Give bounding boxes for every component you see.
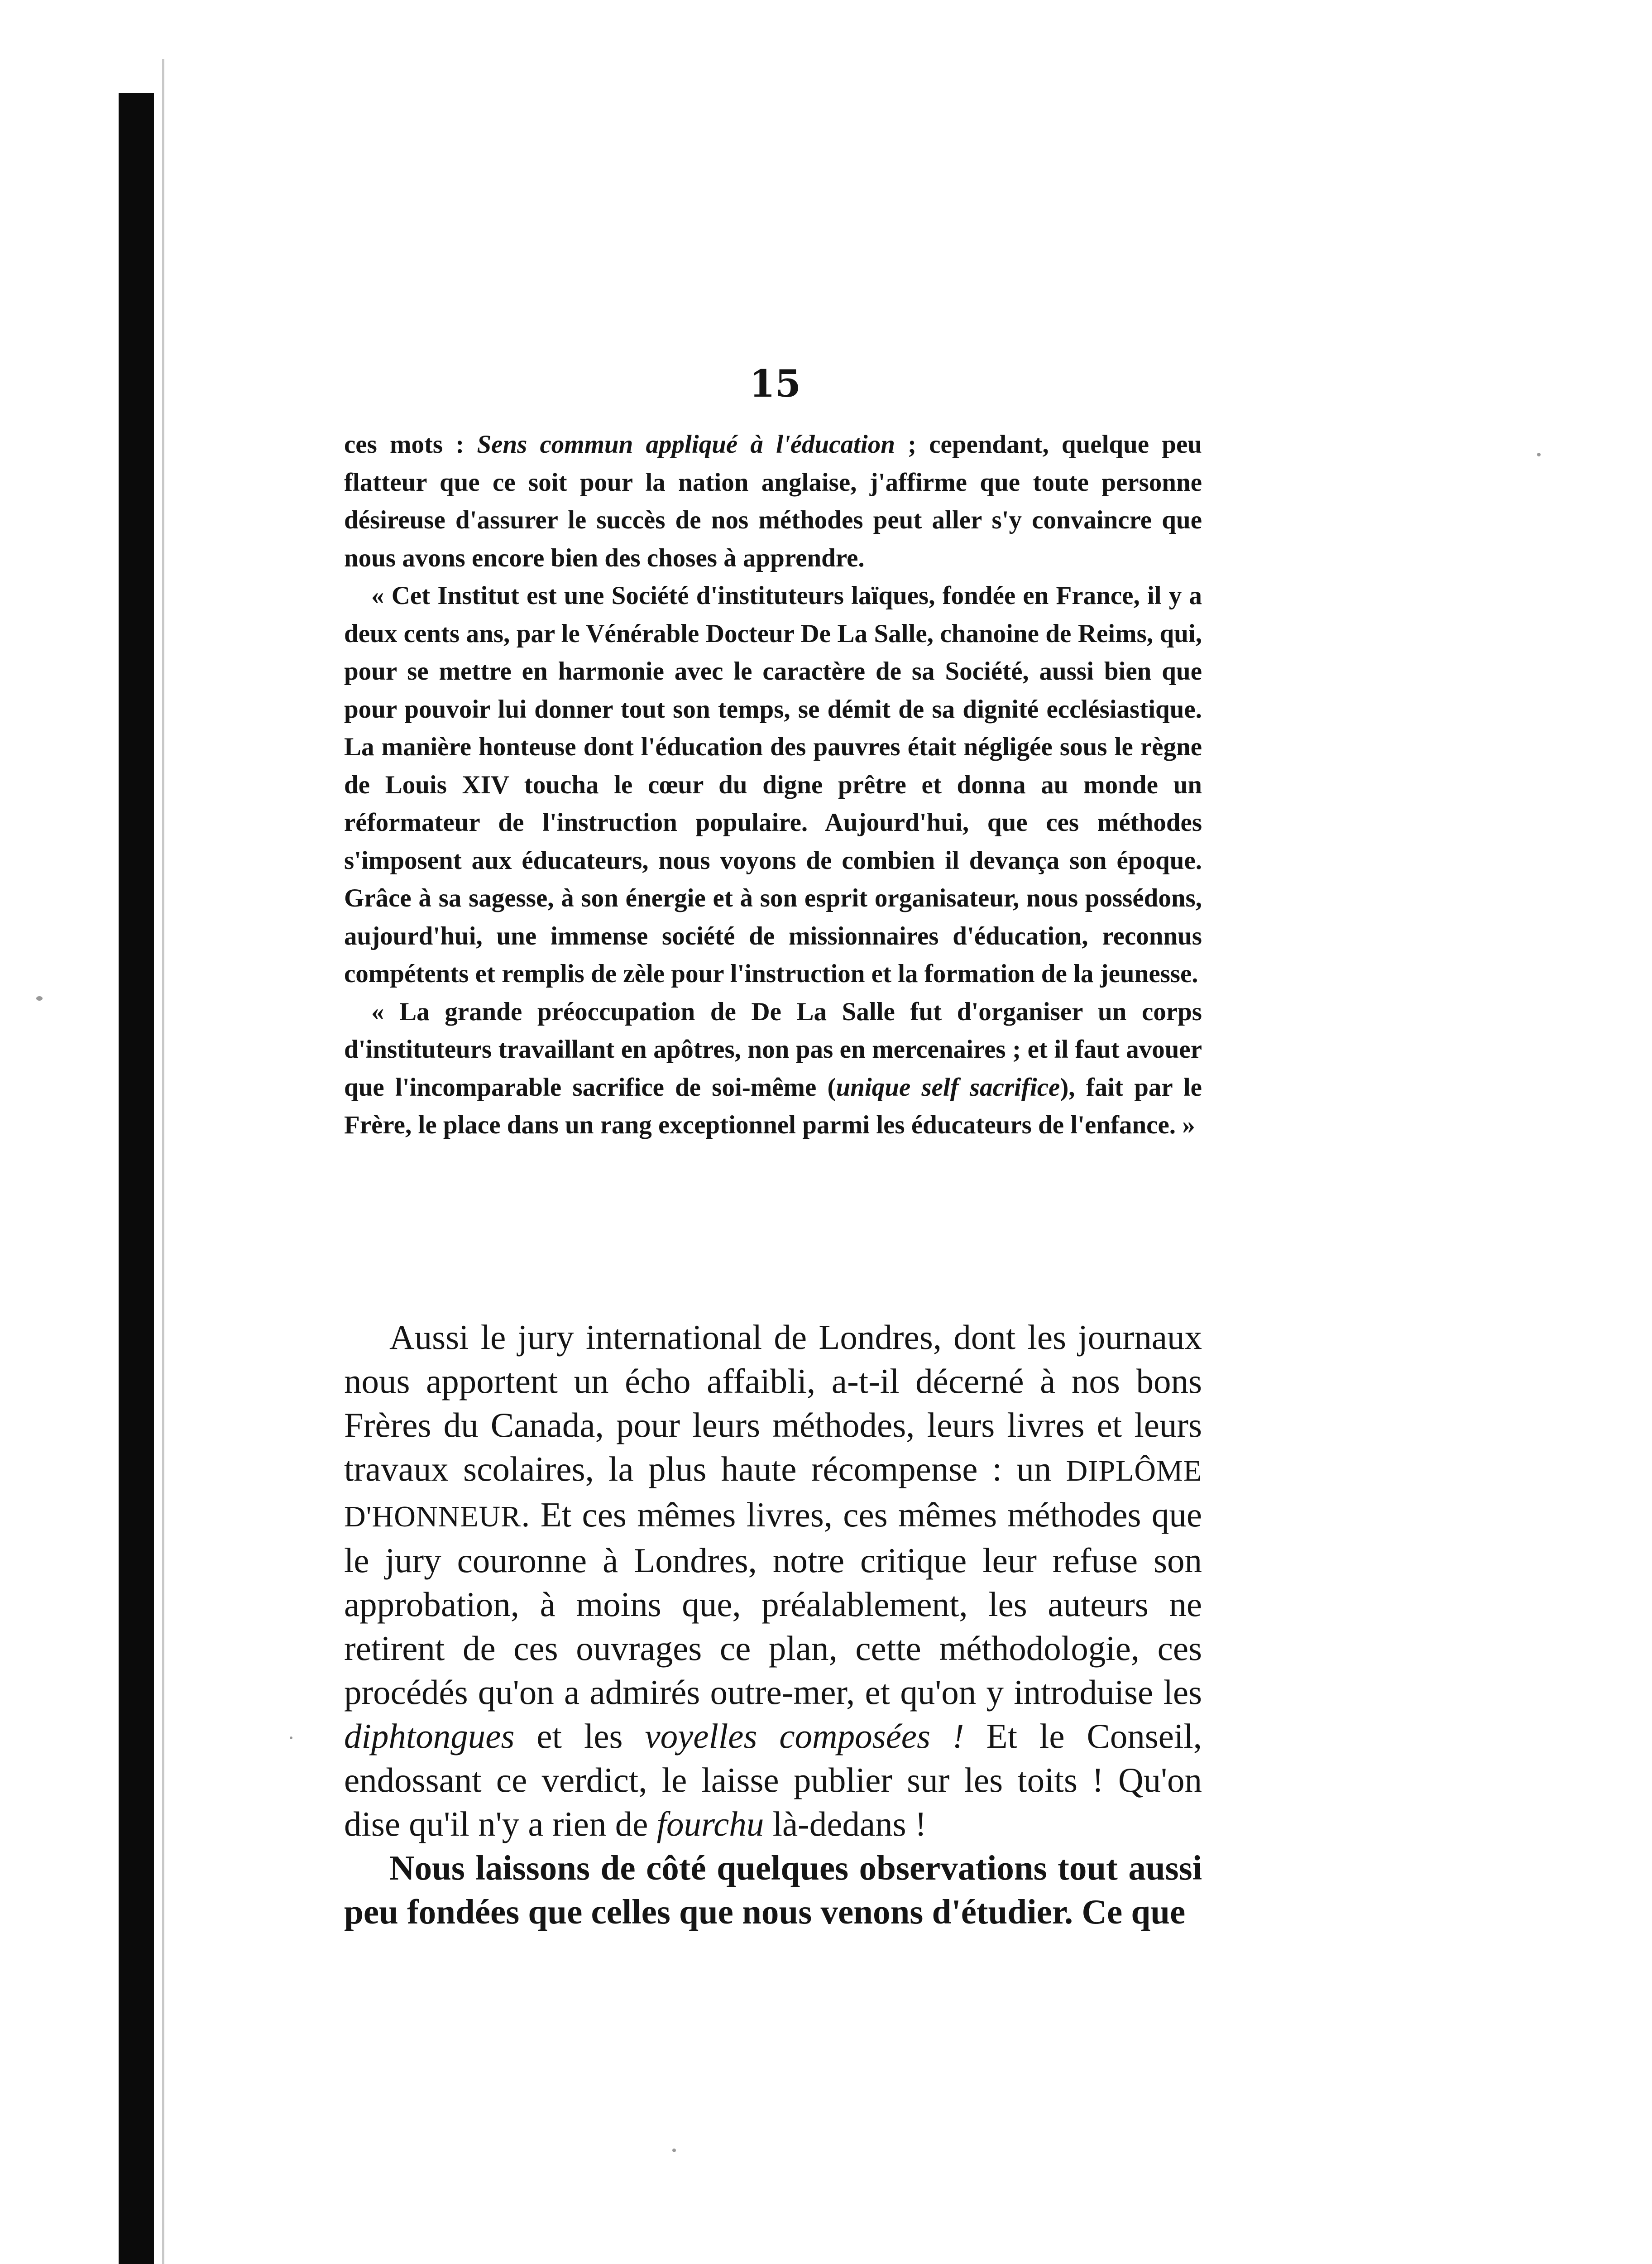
- text-run: et les: [514, 1717, 645, 1756]
- quote-paragraph-1: [344, 426, 1202, 577]
- body-paragraph-1: [344, 1315, 1202, 1846]
- text-run: ces mots :: [344, 430, 477, 459]
- text-run: ; cependant, quelque peu flatteur que ce soit pour la nation anglaise, j'affirme que toute personne désireuse d'assurer le succès de nos méthodes peut aller s'y convaincre que nous avons encore bien des choses à apprendre.: [344, 430, 1202, 572]
- text-run: unique self sacrifice: [836, 1073, 1060, 1102]
- page-number: 15: [749, 362, 801, 406]
- text-run: . Et ces mêmes livres, ces mêmes méthodes que le jury couronne à Londres, notre critique leur refuse son approbation, à moins que, préalablement, les auteurs ne retirent de ces ouvrages ce plan, cette méthodologie, ces procédés qu'on a admirés outre-mer, et qu'on y introduise les: [344, 1495, 1202, 1712]
- text-run: voyelles composées !: [645, 1717, 964, 1756]
- text-run: Nous laissons de côté quelques observations tout aussi peu fondées que celles que nous venons d'étudier. Ce que: [344, 1848, 1202, 1931]
- scan-speck: [36, 996, 43, 1001]
- scan-speck: [672, 2149, 676, 2152]
- scan-speck: [290, 1736, 292, 1739]
- body-paragraph-2: [344, 1846, 1202, 1934]
- text-run: Et le Conseil, endossant ce verdict, le laisse publier sur les toits ! Qu'on dise qu'il n'y a rien de: [344, 1717, 1202, 1843]
- quote-paragraph-2: [344, 577, 1202, 993]
- scan-speck: [1537, 453, 1541, 456]
- text-run: diphtongues: [344, 1717, 515, 1756]
- text-run: Aussi le jury international de Londres, dont les journaux nous apportent un écho affaibli, a-t-il décerné à nos bons Frères du Canada, pour leurs méthodes, leurs livres et leurs travaux scolaires, la plus haute récompense : un: [344, 1318, 1202, 1488]
- text-run: DIPLÔME D'HONNEUR: [344, 1454, 1202, 1533]
- text-run: « La grande préoccupation de De La Salle fut d'organiser un corps d'instituteurs travaillant en apôtres, non pas en mercenaires ; et il faut avouer que l'incomparable sacrifice de soi-même (: [344, 997, 1202, 1102]
- text-run: « Cet Institut est une Société d'instituteurs laïques, fondée en France, il y a deux cents ans, par le Vénérable Docteur De La Salle, chanoine de Reims, qui, pour se mettre en harmonie avec le caractère de sa Société, aussi bien que pour pouvoir lui donner tout son temps, se démit de sa dignité ecclésiastique. La manière honteuse dont l'éducation des pauvres était négligée sous le règne de Louis XIV toucha le cœur du digne prêtre et donna au monde un réformateur de l'instruction populaire. Aujourd'hui, que ces méthodes s'imposent aux éducateurs, nous voyons de combien il devança son époque. Grâce à sa sagesse, à son énergie et à son esprit organisateur, nous possédons, aujourd'hui, une immense société de missionnaires d'éducation, reconnus compétents et remplis de zèle pour l'instruction et la formation de la jeunesse.: [344, 581, 1202, 988]
- quote-paragraph-3: [344, 993, 1202, 1144]
- text-run: là-dedans !: [764, 1804, 927, 1843]
- quoted-passage: [344, 426, 1202, 1144]
- page-edge-line: [162, 59, 164, 2264]
- text-run: Sens commun appliqué à l'éducation: [477, 430, 895, 459]
- text-run: ), fait par le Frère, le place dans un rang exceptionnel parmi les éducateurs de l'enfance. »: [344, 1073, 1202, 1139]
- main-text: [344, 1315, 1202, 1934]
- binding-shadow: [119, 93, 154, 2264]
- text-run: fourchu: [656, 1804, 764, 1843]
